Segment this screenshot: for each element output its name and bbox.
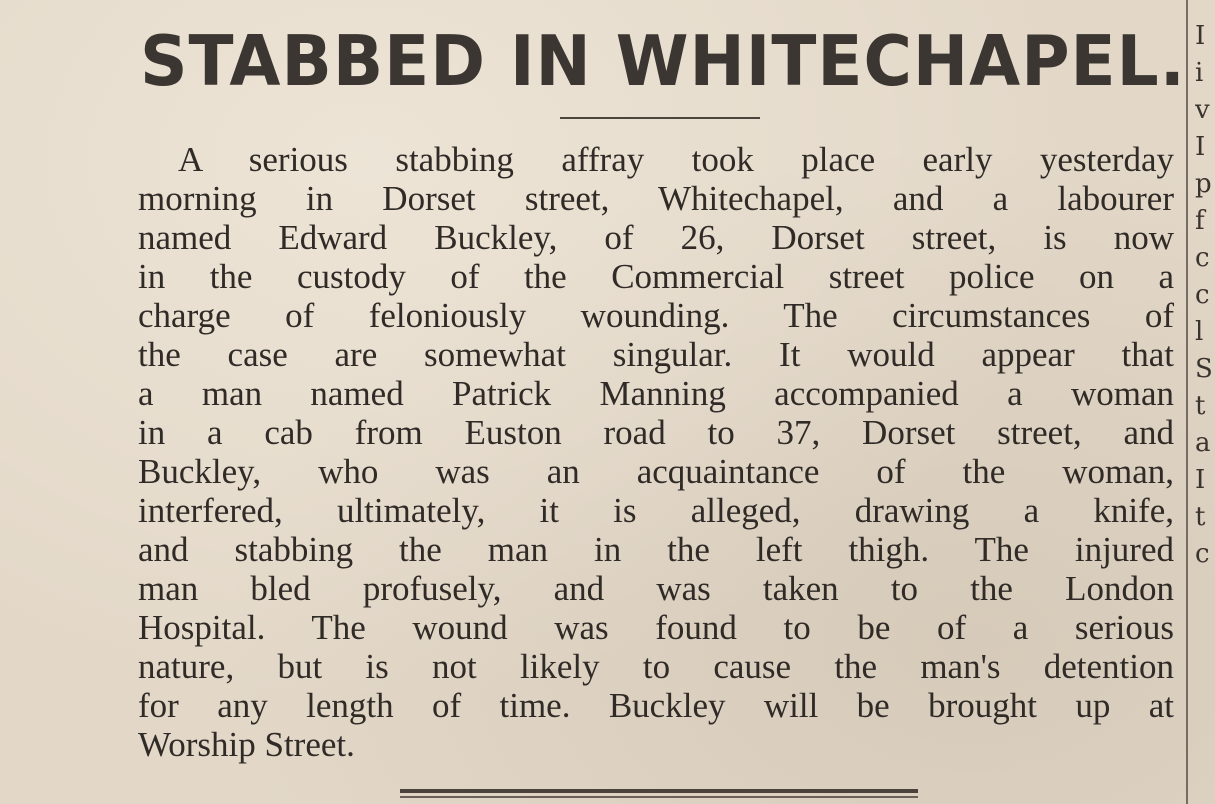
article-line: Worship Street. [138,725,355,764]
article-body [138,140,1174,764]
article-line: Buckley, who was an acquaintance of the woman, [138,452,1174,491]
headline-rule [560,117,760,119]
adjacent-column-letter: I [1195,21,1206,51]
adjacent-column-letter: I [1195,465,1206,495]
article-line: nature, but is not likely to cause the man's detention [138,647,1174,686]
adjacent-column-letter: a [1195,428,1211,458]
adjacent-column-letter: f [1195,206,1205,236]
adjacent-column-letter: I [1195,132,1206,162]
adjacent-column-letter: i [1195,58,1204,88]
article-line: and stabbing the man in the left thigh. The injured [138,530,1174,569]
article-line: man bled profusely, and was taken to the London [138,569,1174,608]
article-line: the case are somewhat singular. It would appear that [138,335,1174,374]
article-line: in a cab from Euston road to 37, Dorset street, and [138,413,1174,452]
adjacent-column-letter: t [1195,502,1206,532]
adjacent-column-letter: l [1195,317,1204,347]
article-end-rule [400,789,918,793]
adjacent-column-letter: c [1195,243,1210,273]
adjacent-column-letter: p [1195,169,1212,199]
adjacent-column-letter: c [1195,280,1210,310]
adjacent-column-letter: v [1195,95,1210,125]
adjacent-column-letter: c [1195,539,1210,569]
article-line: named Edward Buckley, of 26, Dorset street, is now [138,218,1174,257]
article-line: for any length of time. Buckley will be brought up at [138,686,1174,725]
article-line: in the custody of the Commercial street police on a [138,257,1174,296]
article-headline: STABBED IN WHITECHAPEL. [140,21,1186,102]
column-divider [1186,0,1188,804]
article-line: morning in Dorset street, Whitechapel, and a labourer [138,179,1174,218]
adjacent-column-letter: t [1195,391,1206,421]
article-line: A serious stabbing affray took place early yesterday [178,140,1174,179]
article-line: a man named Patrick Manning accompanied a woman [138,374,1174,413]
article-line: Hospital. The wound was found to be of a serious [138,608,1174,647]
adjacent-column-letter: S [1195,354,1213,384]
adjacent-column-fragment [1195,18,1215,798]
article-line: interfered, ultimately, it is alleged, drawing a knife, [138,491,1174,530]
article-line: charge of feloniously wounding. The circumstances of [138,296,1174,335]
